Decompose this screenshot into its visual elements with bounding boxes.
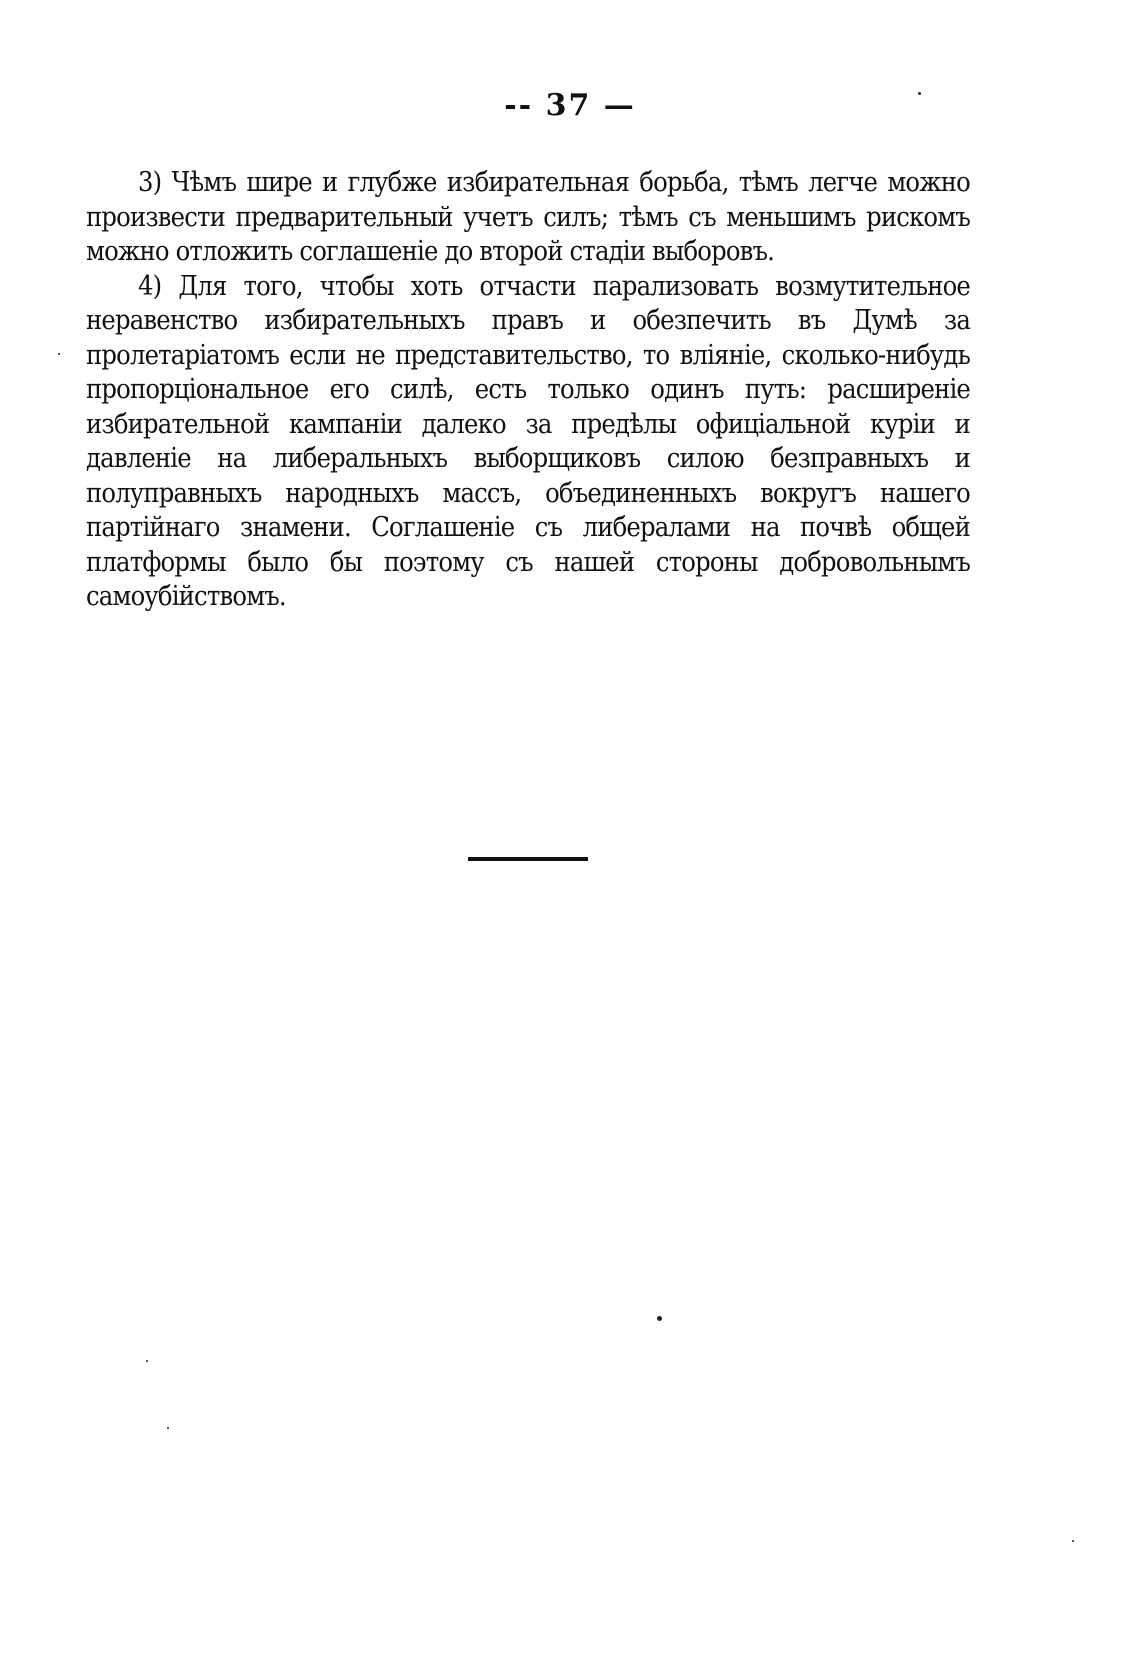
paragraph-4: 4) Для того, чтобы хоть отчасти парализовать возмутительное неравенство избирательныхъ правъ и обезпечить въ Думѣ за пролетаріатомъ если не представительство, то вліяніе, сколько-нибудь пропорціональное его силѣ, есть только одинъ путь: расширеніе избирательной кампаніи далеко за предѣлы офиціальной куріи и давленіе на либеральныхъ выборщиковъ силою безправныхъ и полуправныхъ народныхъ массъ, объединенныхъ вокругъ нашего партійнаго знамени. Соглашеніе съ либералами на почвѣ общей платформы было бы поэтому съ нашей стороны добровольнымъ самоубійствомъ. — [86, 270, 970, 612]
end-rule — [468, 857, 588, 861]
paragraph-3: 3) Чѣмъ шире и глубже избирательная борьба, тѣмъ легче можно произвести предварительный учетъ силъ; тѣмъ съ меньшимъ рискомъ можно отложить соглашеніе до второй стадіи выборовъ. — [86, 167, 970, 267]
print-speck — [657, 1316, 662, 1321]
print-speck — [58, 353, 60, 355]
print-speck — [918, 92, 921, 95]
body-text — [86, 166, 970, 615]
print-speck — [167, 1427, 169, 1429]
print-speck — [1072, 1540, 1074, 1542]
page-number: -- 37 — — [504, 88, 636, 123]
print-speck — [146, 1360, 148, 1362]
